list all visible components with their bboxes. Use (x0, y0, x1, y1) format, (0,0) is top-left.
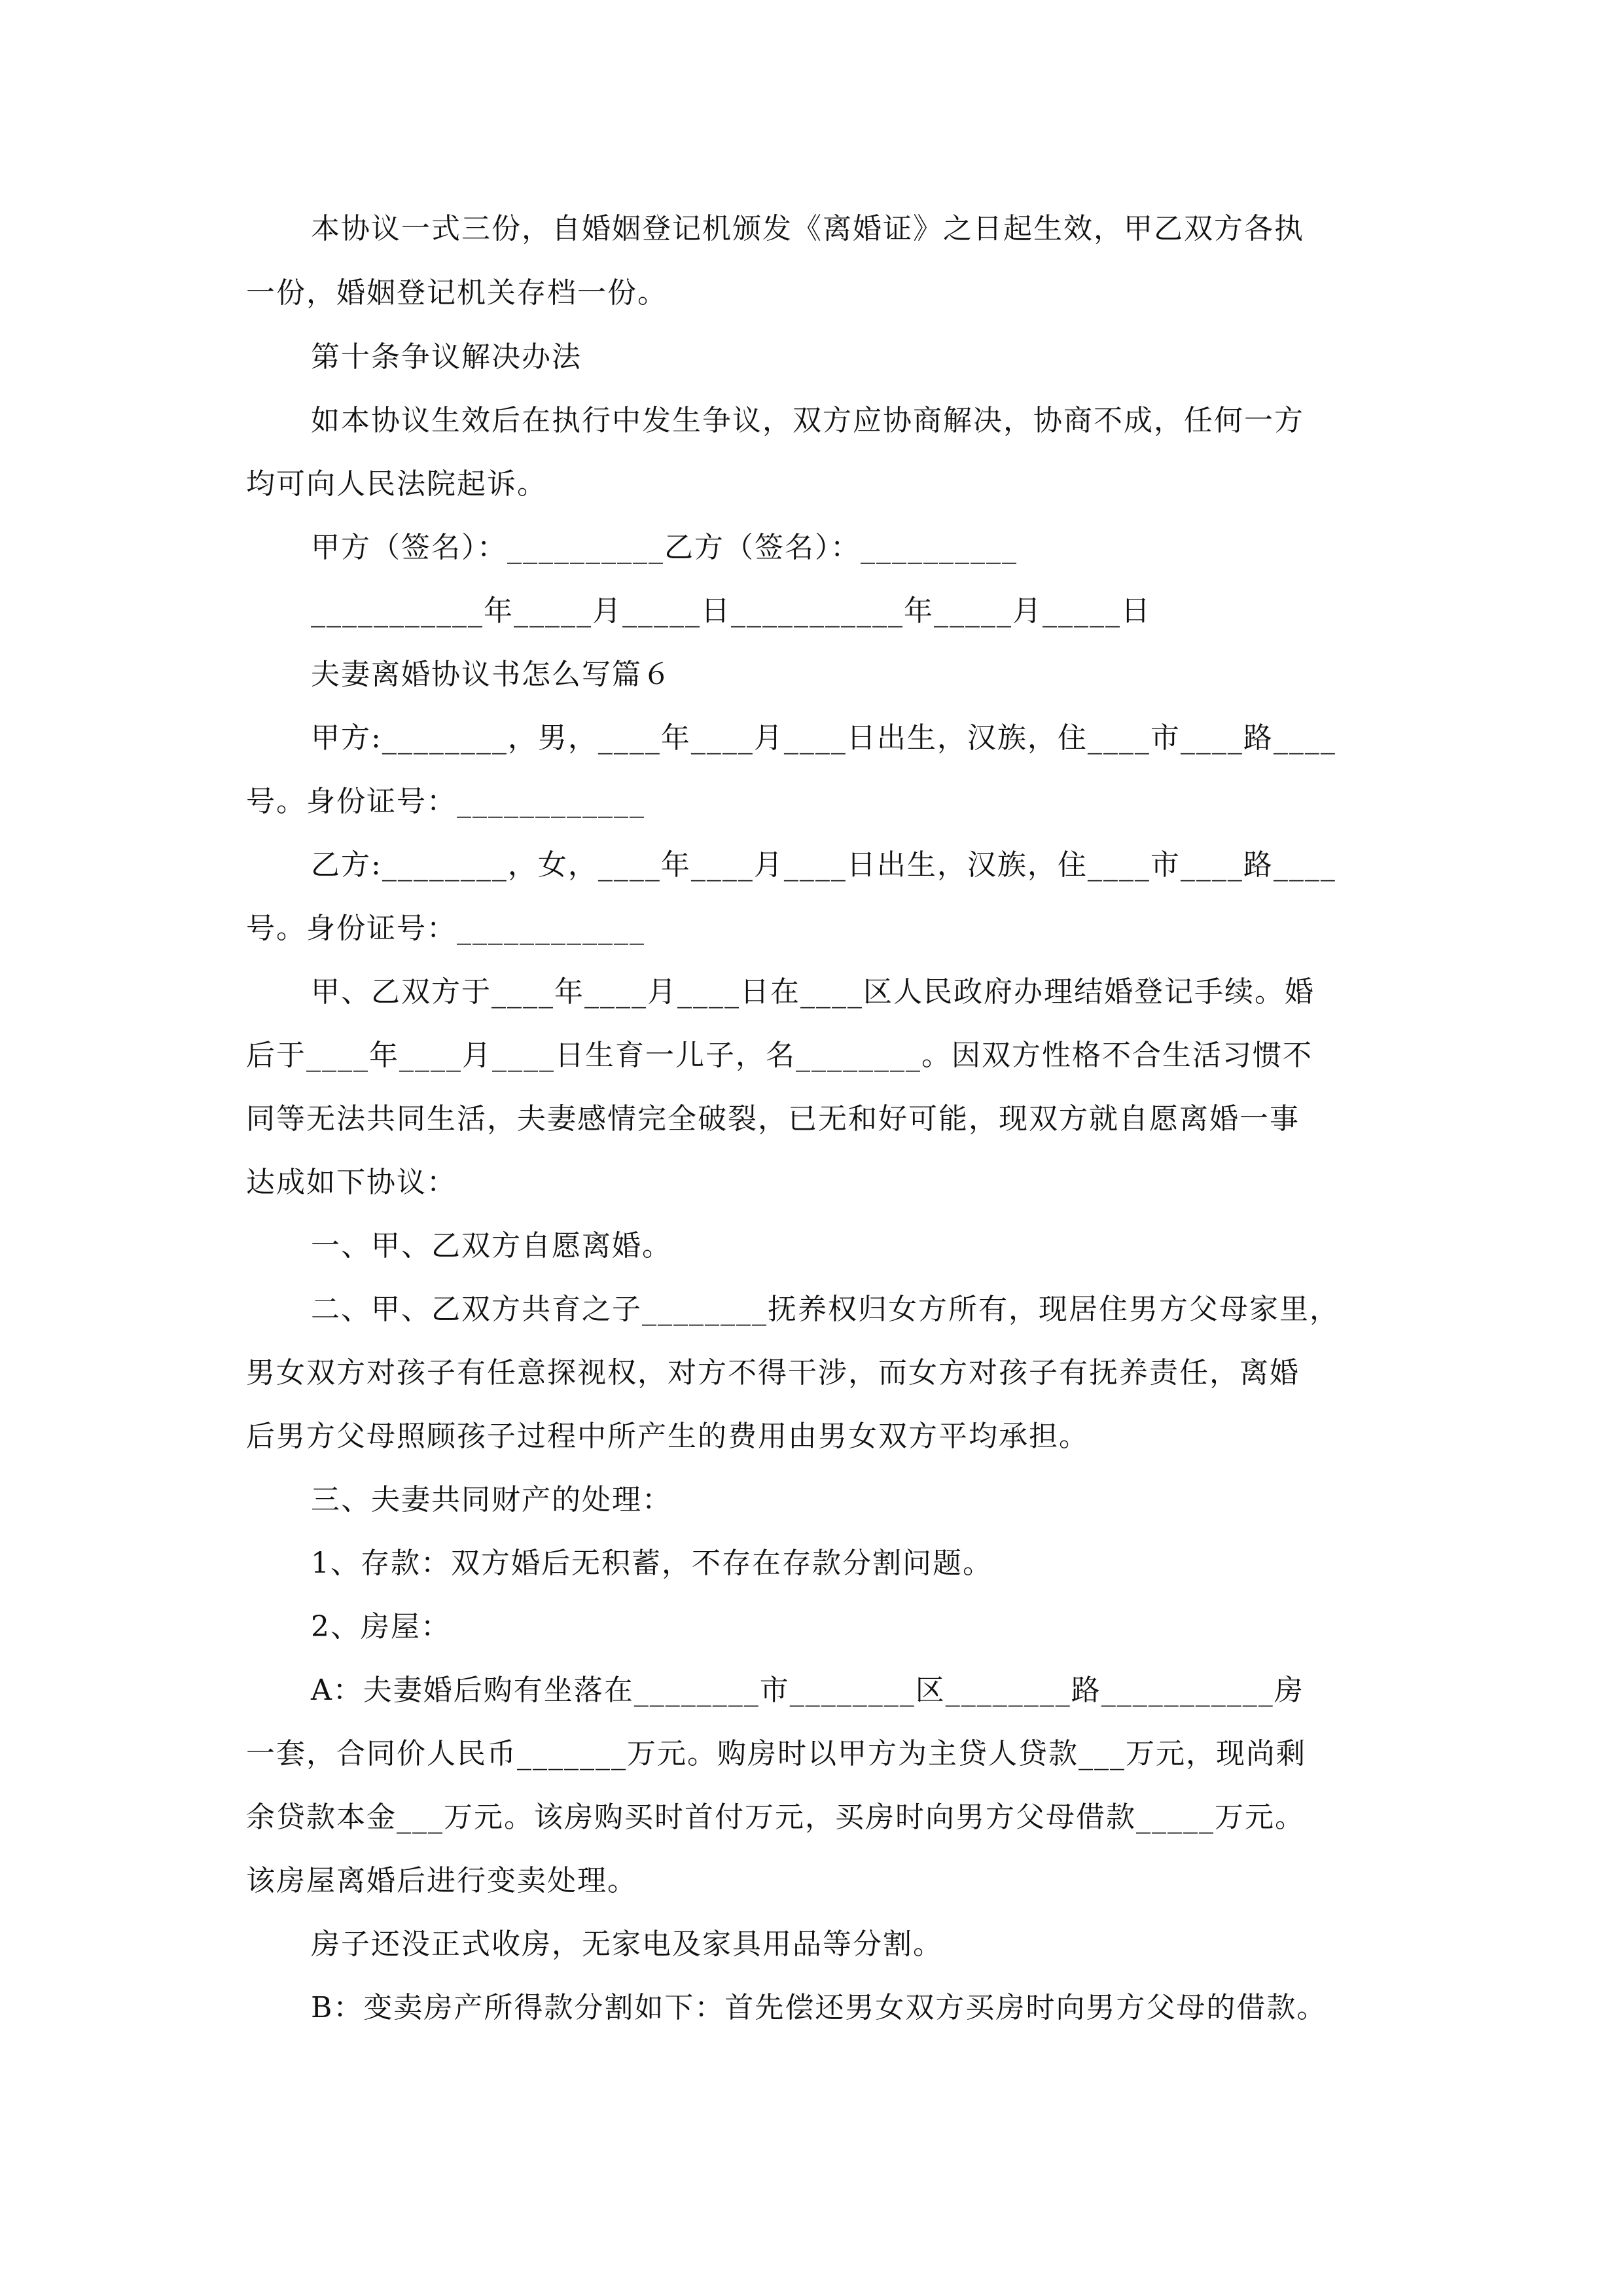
document-title: 夫妻离婚协议书怎么写篇６ (311, 658, 672, 691)
paragraph-line: 达成如下协议： (246, 1166, 457, 1199)
clause-line: 三、夫妻共同财产的处理： (311, 1483, 672, 1516)
paragraph-line: 该房屋离婚后进行变卖处理。 (246, 1864, 637, 1897)
party-a-line: 甲方:________，男，____年____月____日出生，汉族，住____市____路____ (311, 721, 1336, 755)
clause-line: 2、房屋： (311, 1610, 451, 1643)
date-line: ___________年_____月_____日___________年_____月_____日 (311, 594, 1151, 628)
clause-line: A：夫妻婚后购有坐落在________市________区________路___________房 (311, 1674, 1304, 1707)
party-b-line: 乙方:________，女，____年____月____日出生，汉族，住____市____路____ (311, 848, 1336, 882)
paragraph-line: 男女双方对孩子有任意探视权，对方不得干涉，而女方对孩子有抚养责任，离婚 (246, 1356, 1300, 1390)
clause-line: 1、存款：双方婚后无积蓄，不存在存款分割问题。 (311, 1547, 993, 1580)
paragraph-line: 如本协议生效后在执行中发生争议，双方应协商解决，协商不成，任何一方 (311, 404, 1304, 437)
paragraph-line: 后男方父母照顾孩子过程中所产生的费用由男女双方平均承担。 (246, 1420, 1089, 1453)
paragraph-line: 均可向人民法院起诉。 (246, 467, 547, 501)
signature-line: 甲方（签名）：__________乙方（签名）：__________ (311, 531, 1018, 564)
paragraph-line: 同等无法共同生活，夫妻感情完全破裂，已无和好可能，现双方就自愿离婚一事 (246, 1102, 1300, 1136)
paragraph-line: 房子还没正式收房，无家电及家具用品等分割。 (311, 1928, 943, 1961)
party-b-id-line: 号。身份证号：____________ (246, 912, 645, 945)
paragraph-line: 甲、乙双方于____年____月____日在____区人民政府办理结婚登记手续。婚 (311, 975, 1315, 1009)
clause-line: B：变卖房产所得款分割如下：首先偿还男女双方买房时向男方父母的借款。 (311, 1991, 1327, 2024)
paragraph-line: 后于____年____月____日生育一儿子，名________。因双方性格不合生活习惯不 (246, 1039, 1313, 1072)
paragraph-line: 本协议一式三份，自婚姻登记机颁发《离婚证》之日起生效，甲乙双方各执 (311, 212, 1304, 245)
paragraph-line: 一套，合同价人民币_______万元。购房时以甲方为主贷人贷款___万元，现尚剩 (246, 1737, 1306, 1770)
clause-line: 一、甲、乙双方自愿离婚。 (311, 1229, 672, 1263)
clause-line: 二、甲、乙双方共育之子________抚养权归女方所有，现居住男方父母家里， (311, 1293, 1340, 1326)
party-a-id-line: 号。身份证号：____________ (246, 785, 645, 818)
section-heading: 第十条争议解决办法 (311, 340, 582, 374)
paragraph-line: 一份，婚姻登记机关存档一份。 (246, 276, 668, 310)
paragraph-line: 余贷款本金___万元。该房购买时首付万元，买房时向男方父母借款_____万元。 (246, 1801, 1305, 1834)
